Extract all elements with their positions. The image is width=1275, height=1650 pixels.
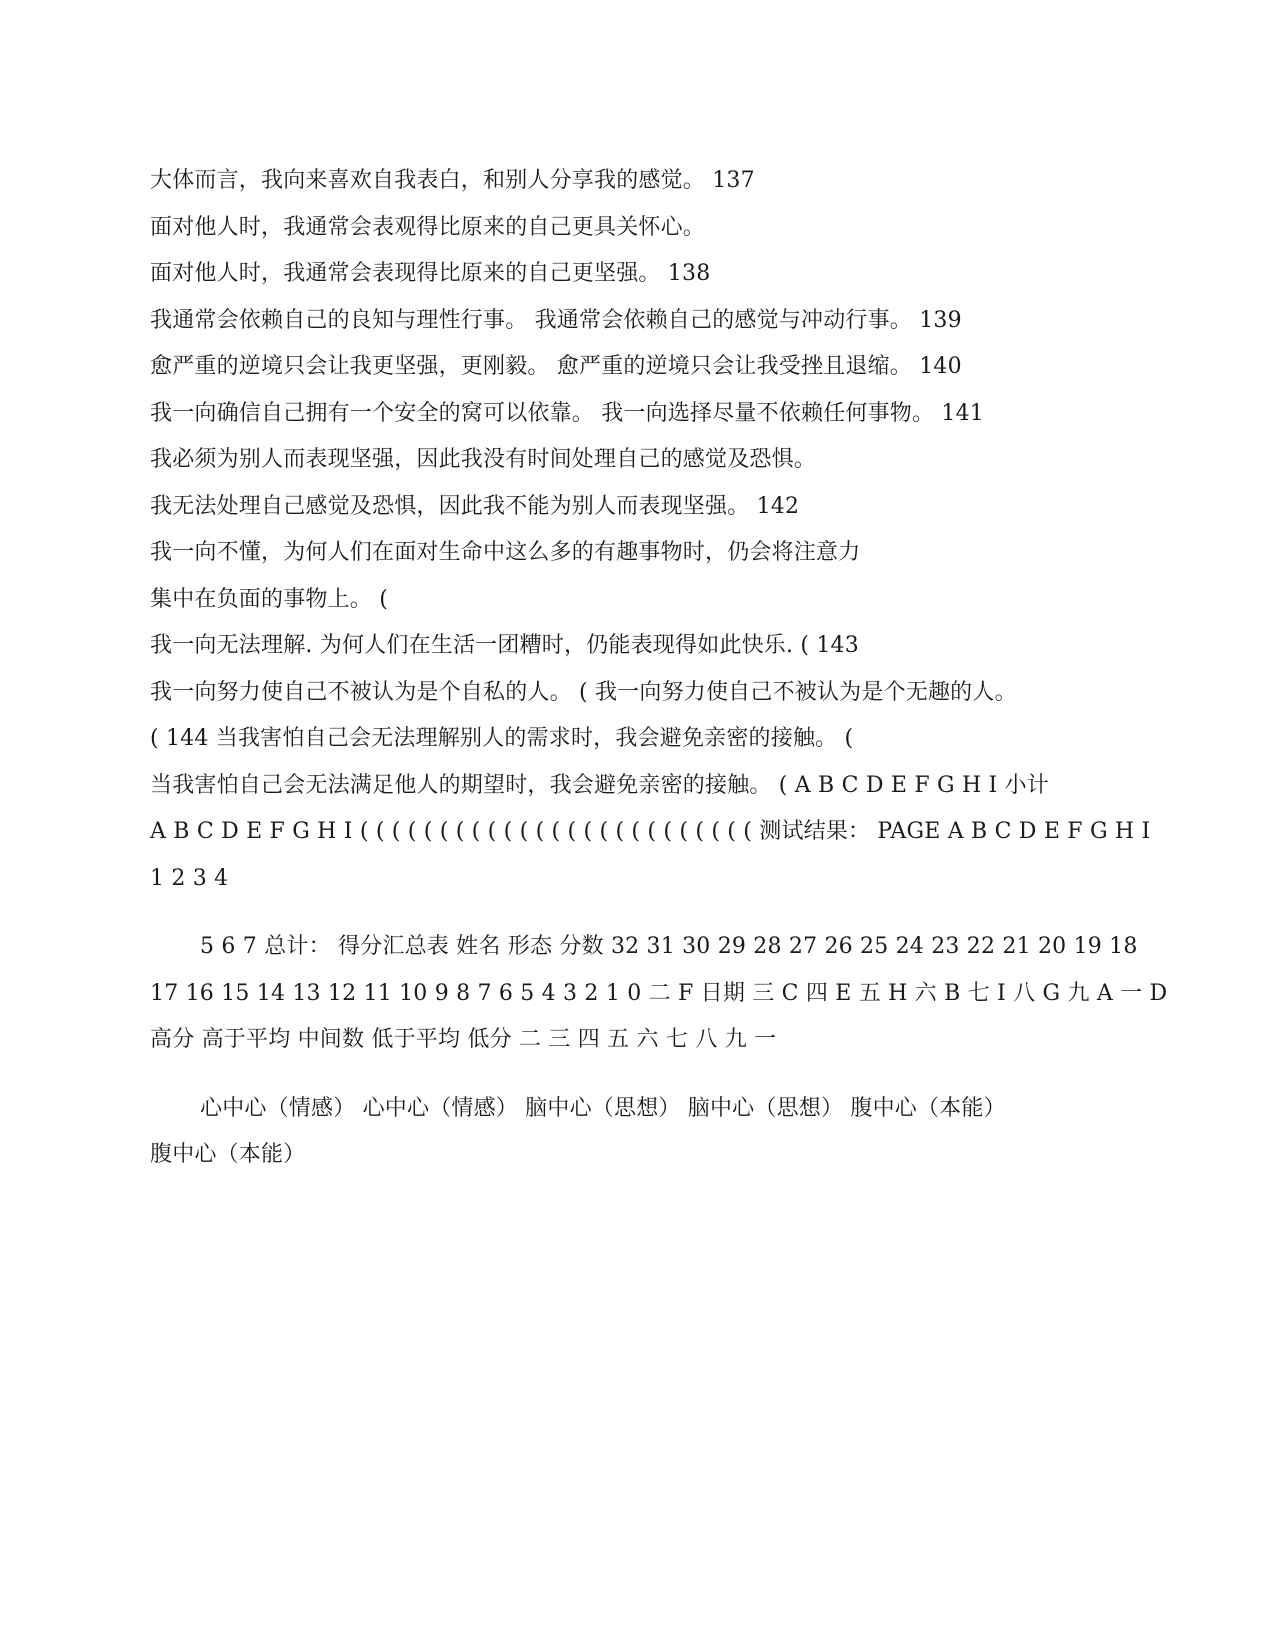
text-line: 5 6 7 总计： 得分汇总表 姓名 形态 分数 32 31 30 29 28 27 26 25 24 23 22 21 20 19 18 — [200, 934, 1138, 959]
text-line: 愈严重的逆境只会让我更坚强，更刚毅。 愈严重的逆境只会让我受挫且退缩。 140 — [150, 354, 962, 379]
text-line: 17 16 15 14 13 12 11 10 9 8 7 6 5 4 3 2 1 0 二 F 日期 三 C 四 E 五 H 六 B 七 I 八 G 九 A 一 D — [150, 980, 1168, 1006]
text-line: 1 2 3 4 — [150, 865, 229, 891]
text-line: 我必须为别人而表现坚强，因此我没有时间处理自己的感觉及恐惧。 — [150, 447, 817, 472]
text-line: ( 144 当我害怕自己会无法理解别人的需求时，我会避免亲密的接触。 ( — [150, 726, 854, 751]
text-line: 我一向不懂，为何人们在面对生命中这么多的有趣事物时，仍会将注意力 — [150, 540, 861, 565]
paragraph-gap — [150, 902, 1140, 924]
center-labels-paragraph — [150, 1086, 1140, 1179]
text-line: 我一向努力使自己不被认为是个自私的人。 ( 我一向努力使自己不被认为是个无趣的人。 — [150, 679, 1017, 705]
document-body — [150, 158, 1168, 1179]
text-line: 当我害怕自己会无法满足他人的期望时，我会避免亲密的接触。 ( A B C D E F G H I 小计 — [150, 772, 1050, 798]
text-line: 集中在负面的事物上。 ( — [150, 586, 388, 612]
text-line: 我一向确信自己拥有一个安全的窝可以依靠。 我一向选择尽量不依赖任何事物。 141 — [150, 400, 984, 426]
text-line: 大体而言，我向来喜欢自我表白，和别人分享我的感觉。 137 — [150, 168, 755, 193]
text-line: 面对他人时，我通常会表现得比原来的自己更坚强。 138 — [150, 261, 711, 286]
text-line: 高分 高于平均 中间数 低于平均 低分 二 三 四 五 六 七 八 九 一 — [150, 1027, 777, 1052]
text-line: 腹中心（本能） — [150, 1142, 306, 1167]
text-line: 我无法处理自己感觉及恐惧，因此我不能为别人而表现坚强。 142 — [150, 493, 800, 519]
text-line: A B C D E F G H I ( ( ( ( ( ( ( ( ( ( ( ( ( ( ( ( ( ( ( ( ( ( ( ( ( 测试结果： PAGE A B C D E F G H I — [150, 819, 1151, 844]
text-line: 我一向无法理解. 为何人们在生活一团糟时，仍能表现得如此快乐. ( 143 — [150, 633, 859, 658]
question-list — [150, 158, 1151, 902]
score-summary-paragraph — [150, 924, 1168, 1064]
text-line: 心中心（情感） 心中心（情感） 脑中心（思想） 脑中心（思想） 腹中心（本能） — [200, 1095, 1006, 1121]
paragraph-gap — [150, 1064, 1140, 1086]
text-line: 面对他人时，我通常会表观得比原来的自己更具关怀心。 — [150, 214, 706, 240]
text-line: 我通常会依赖自己的良知与理性行事。 我通常会依赖自己的感觉与冲动行事。 139 — [150, 307, 962, 333]
